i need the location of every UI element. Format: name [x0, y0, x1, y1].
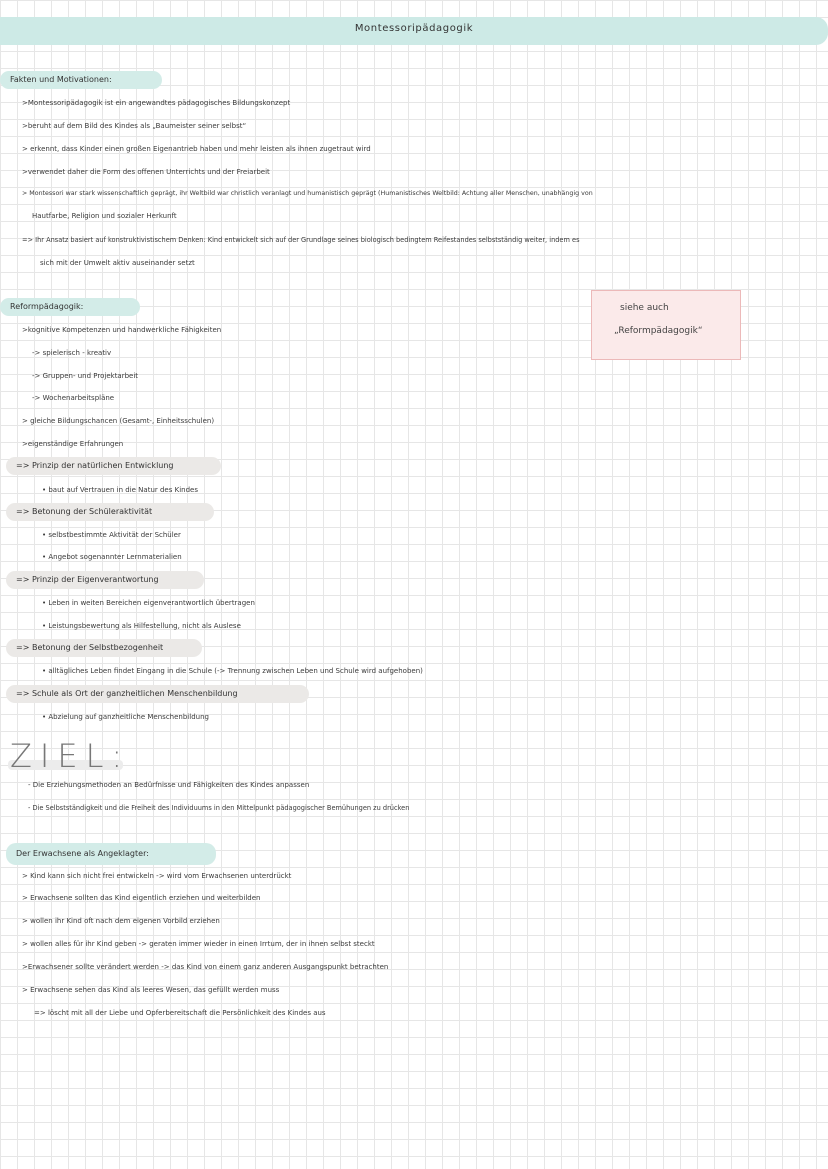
principle-item: • baut auf Vertrauen in die Natur des Kindes: [42, 486, 198, 494]
text-line: >beruht auf dem Bild des Kindes als „Baumeister seiner selbst“: [22, 122, 247, 130]
text-line: > erkennt, dass Kinder einen großen Eigenantrieb haben und mehr leisten als ihnen zugetraut wird: [22, 145, 371, 153]
text-line: >Montessoripädagogik ist ein angewandtes pädagogisches Bildungskonzept: [22, 99, 291, 107]
goal-item: - Die Erziehungsmethoden an Bedürfnisse und Fähigkeiten des Kindes anpassen: [28, 781, 310, 789]
principle-item: • selbstbestimmte Aktivität der Schüler: [42, 531, 181, 539]
text-line: > wollen alles für ihr Kind geben -> geraten immer wieder in einen Irrtum, der in ihnen selbst steckt: [22, 940, 375, 948]
principle-item: • Abzielung auf ganzheitliche Menschenbildung: [42, 713, 209, 721]
principle-item: • Leistungsbewertung als Hilfestellung, nicht als Auslese: [42, 622, 241, 630]
principle-heading: => Betonung der Selbstbezogenheit: [6, 639, 202, 657]
text-line: > Erwachsene sehen das Kind als leeres Wesen, das gefüllt werden muss: [22, 986, 280, 994]
goal-item: - Die Selbstständigkeit und die Freiheit des Individuums in den Mittelpunkt pädagogischer Bemühungen zu drücken: [28, 804, 410, 812]
ziel-heading: ZIEL:: [10, 737, 131, 775]
text-line: >kognitive Kompetenzen und handwerkliche Fähigkeiten: [22, 326, 222, 334]
principle-item: • Angebot sogenannter Lernmaterialien: [42, 553, 182, 561]
text-line: > Montessori war stark wissenschaftlich geprägt, ihr Weltbild war christlich veranlagt und humanistisch geprägt (Humanistisches Weltbild: Achtung aller Menschen, unabhängig von: [22, 190, 593, 197]
note-text: siehe auch: [620, 303, 669, 313]
principle-heading: => Schule als Ort der ganzheitlichen Menschenbildung: [6, 685, 309, 703]
text-line: -> Gruppen- und Projektarbeit: [32, 372, 139, 380]
note-box: [591, 290, 741, 360]
text-line: >verwendet daher die Form des offenen Unterrichts und der Freiarbeit: [22, 168, 270, 176]
text-line: -> spielerisch - kreativ: [32, 349, 112, 357]
section-heading-adult: Der Erwachsene als Angeklagter:: [6, 843, 216, 865]
section-heading-reform: Reformpädagogik:: [0, 298, 140, 316]
text-line: > Erwachsene sollten das Kind eigentlich erziehen und weiterbilden: [22, 894, 261, 902]
page-title: Montessoripädagogik: [354, 23, 474, 34]
principle-item: • Leben in weiten Bereichen eigenverantwortlich übertragen: [42, 599, 255, 607]
text-line: Hautfarbe, Religion und sozialer Herkunft: [32, 212, 177, 220]
text-line: >Erwachsener sollte verändert werden -> das Kind von einem ganz anderen Ausgangspunkt betrachten: [22, 963, 389, 971]
text-line: -> Wochenarbeitspläne: [32, 394, 115, 402]
text-line: sich mit der Umwelt aktiv auseinander setzt: [40, 259, 195, 267]
text-line: >eigenständige Erfahrungen: [22, 440, 124, 448]
principle-item: • alltägliches Leben findet Eingang in die Schule (-> Trennung zwischen Leben und Schule wird aufgehoben): [42, 667, 423, 675]
text-line: > wollen ihr Kind oft nach dem eigenen Vorbild erziehen: [22, 917, 220, 925]
text-line: > Kind kann sich nicht frei entwickeln -> wird vom Erwachsenen unterdrückt: [22, 872, 292, 880]
principle-heading: => Betonung der Schüleraktivität: [6, 503, 214, 521]
principle-heading: => Prinzip der Eigenverantwortung: [6, 571, 204, 589]
principle-heading: => Prinzip der natürlichen Entwicklung: [6, 457, 221, 475]
text-line: => löscht mit all der Liebe und Opferbereitschaft die Persönlichkeit des Kindes aus: [34, 1009, 326, 1017]
note-reference: „Reformpädagogik“: [614, 326, 703, 336]
section-heading-facts: Fakten und Motivationen:: [0, 71, 162, 89]
text-line: > gleiche Bildungschancen (Gesamt-, Einheitsschulen): [22, 417, 215, 425]
text-line: => Ihr Ansatz basiert auf konstruktivistischem Denken: Kind entwickelt sich auf der Grundlage seines biologisch bedingtem Reifestandes selbstständig weiter, indem es: [22, 236, 580, 244]
